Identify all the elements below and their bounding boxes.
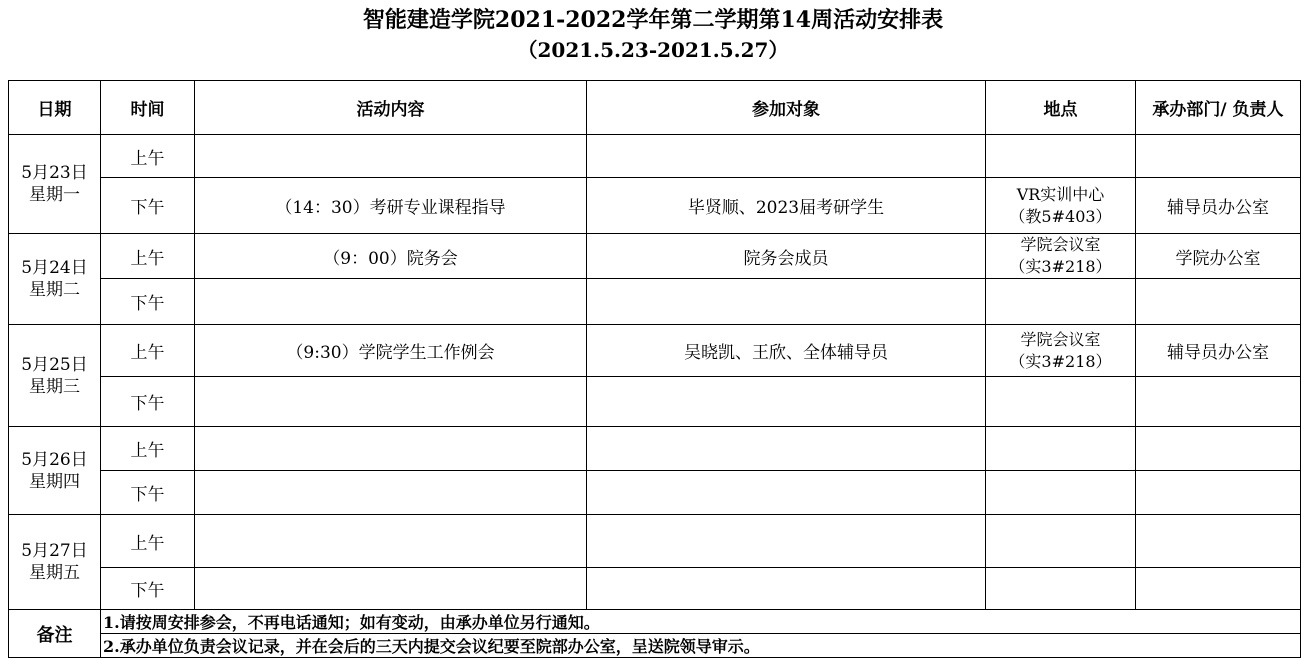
location-cell xyxy=(986,471,1136,515)
notes-row xyxy=(9,634,1301,658)
date-text: 5月23日 xyxy=(21,163,88,183)
content-cell: （9:30）学院学生工作例会 xyxy=(195,325,587,377)
time-cell: 下午 xyxy=(101,471,195,515)
organizer-cell: 学院办公室 xyxy=(1136,234,1301,279)
weekday-text: 星期一 xyxy=(29,185,80,205)
time-cell: 上午 xyxy=(101,135,195,178)
participants-cell xyxy=(587,471,986,515)
note-line-1: 1.请按周安排参会，不再电话通知；如有变动，由承办单位另行通知。 xyxy=(101,610,1301,634)
location-line2: （实3#218） xyxy=(1009,351,1112,371)
participants-cell xyxy=(587,135,986,178)
location-line1: 学院会议室 xyxy=(1020,329,1101,349)
location-cell xyxy=(986,515,1136,568)
header-date: 日期 xyxy=(9,81,101,135)
table-row xyxy=(9,568,1301,610)
weekday-text: 星期五 xyxy=(29,563,80,583)
notes-label: 备注 xyxy=(9,610,101,658)
organizer-cell xyxy=(1136,427,1301,471)
organizer-cell xyxy=(1136,471,1301,515)
content-cell: （14：30）考研专业课程指导 xyxy=(195,178,587,234)
content-cell xyxy=(195,427,587,471)
organizer-cell xyxy=(1136,279,1301,325)
header-time: 时间 xyxy=(101,81,195,135)
table-row xyxy=(9,234,1301,279)
date-text: 5月24日 xyxy=(21,258,88,278)
time-cell: 下午 xyxy=(101,377,195,427)
date-cell xyxy=(9,515,101,610)
date-text: 5月25日 xyxy=(21,354,88,375)
schedule-table xyxy=(8,80,1301,658)
date-text: 5月27日 xyxy=(21,541,88,561)
header-content: 活动内容 xyxy=(195,81,587,135)
date-cell xyxy=(9,234,101,325)
location-cell xyxy=(986,234,1136,279)
location-line1: VR实训中心 xyxy=(1016,184,1105,204)
time-cell: 下午 xyxy=(101,568,195,610)
content-cell xyxy=(195,471,587,515)
header-participants: 参加对象 xyxy=(587,81,986,135)
table-row xyxy=(9,178,1301,234)
participants-cell xyxy=(587,279,986,325)
location-cell xyxy=(986,279,1136,325)
content-cell xyxy=(195,377,587,427)
table-row xyxy=(9,427,1301,471)
participants-cell xyxy=(587,377,986,427)
content-cell: （9：00）院务会 xyxy=(195,234,587,279)
header-row xyxy=(9,81,1301,135)
organizer-cell xyxy=(1136,377,1301,427)
table-row xyxy=(9,279,1301,325)
participants-cell xyxy=(587,427,986,471)
page-title: 智能建造学院2021-2022学年第二学期第14周活动安排表 xyxy=(362,7,944,33)
location-line1: 学院会议室 xyxy=(1020,235,1101,254)
participants-cell: 院务会成员 xyxy=(587,234,986,279)
time-cell: 上午 xyxy=(101,325,195,377)
time-cell: 上午 xyxy=(101,427,195,471)
time-cell: 下午 xyxy=(101,178,195,234)
participants-cell: 吴晓凯、王欣、全体辅导员 xyxy=(587,325,986,377)
location-cell xyxy=(986,178,1136,234)
location-cell xyxy=(986,135,1136,178)
table-row xyxy=(9,135,1301,178)
organizer-cell xyxy=(1136,568,1301,610)
date-cell xyxy=(9,427,101,515)
table-row xyxy=(9,377,1301,427)
weekday-text: 星期二 xyxy=(29,280,80,300)
organizer-cell: 辅导员办公室 xyxy=(1136,178,1301,234)
table-row xyxy=(9,515,1301,568)
date-cell xyxy=(9,135,101,234)
note-line-2: 2.承办单位负责会议记录，并在会后的三天内提交会议纪要至院部办公室，呈送院领导审示。 xyxy=(101,634,1301,658)
content-cell xyxy=(195,279,587,325)
time-cell: 上午 xyxy=(101,515,195,568)
content-cell xyxy=(195,135,587,178)
participants-cell: 毕贤顺、2023届考研学生 xyxy=(587,178,986,234)
organizer-cell xyxy=(1136,515,1301,568)
page-subtitle: （2021.5.23-2021.5.27） xyxy=(517,38,789,62)
time-cell: 上午 xyxy=(101,234,195,279)
content-cell xyxy=(195,568,587,610)
date-text: 5月26日 xyxy=(21,449,88,470)
content-cell xyxy=(195,515,587,568)
location-cell xyxy=(986,427,1136,471)
weekday-text: 星期三 xyxy=(29,376,80,397)
date-cell xyxy=(9,325,101,427)
notes-row xyxy=(9,610,1301,634)
location-line2: （实3#218） xyxy=(1009,257,1112,276)
weekday-text: 星期四 xyxy=(29,471,80,492)
location-cell xyxy=(986,377,1136,427)
header-organizer: 承办部门/ 负责人 xyxy=(1136,81,1301,135)
location-line2: （教5#403） xyxy=(1009,206,1112,226)
participants-cell xyxy=(587,515,986,568)
location-cell xyxy=(986,568,1136,610)
organizer-cell xyxy=(1136,135,1301,178)
time-cell: 下午 xyxy=(101,279,195,325)
participants-cell xyxy=(587,568,986,610)
table-row xyxy=(9,471,1301,515)
table-row xyxy=(9,325,1301,377)
header-location: 地点 xyxy=(986,81,1136,135)
location-cell xyxy=(986,325,1136,377)
organizer-cell: 辅导员办公室 xyxy=(1136,325,1301,377)
